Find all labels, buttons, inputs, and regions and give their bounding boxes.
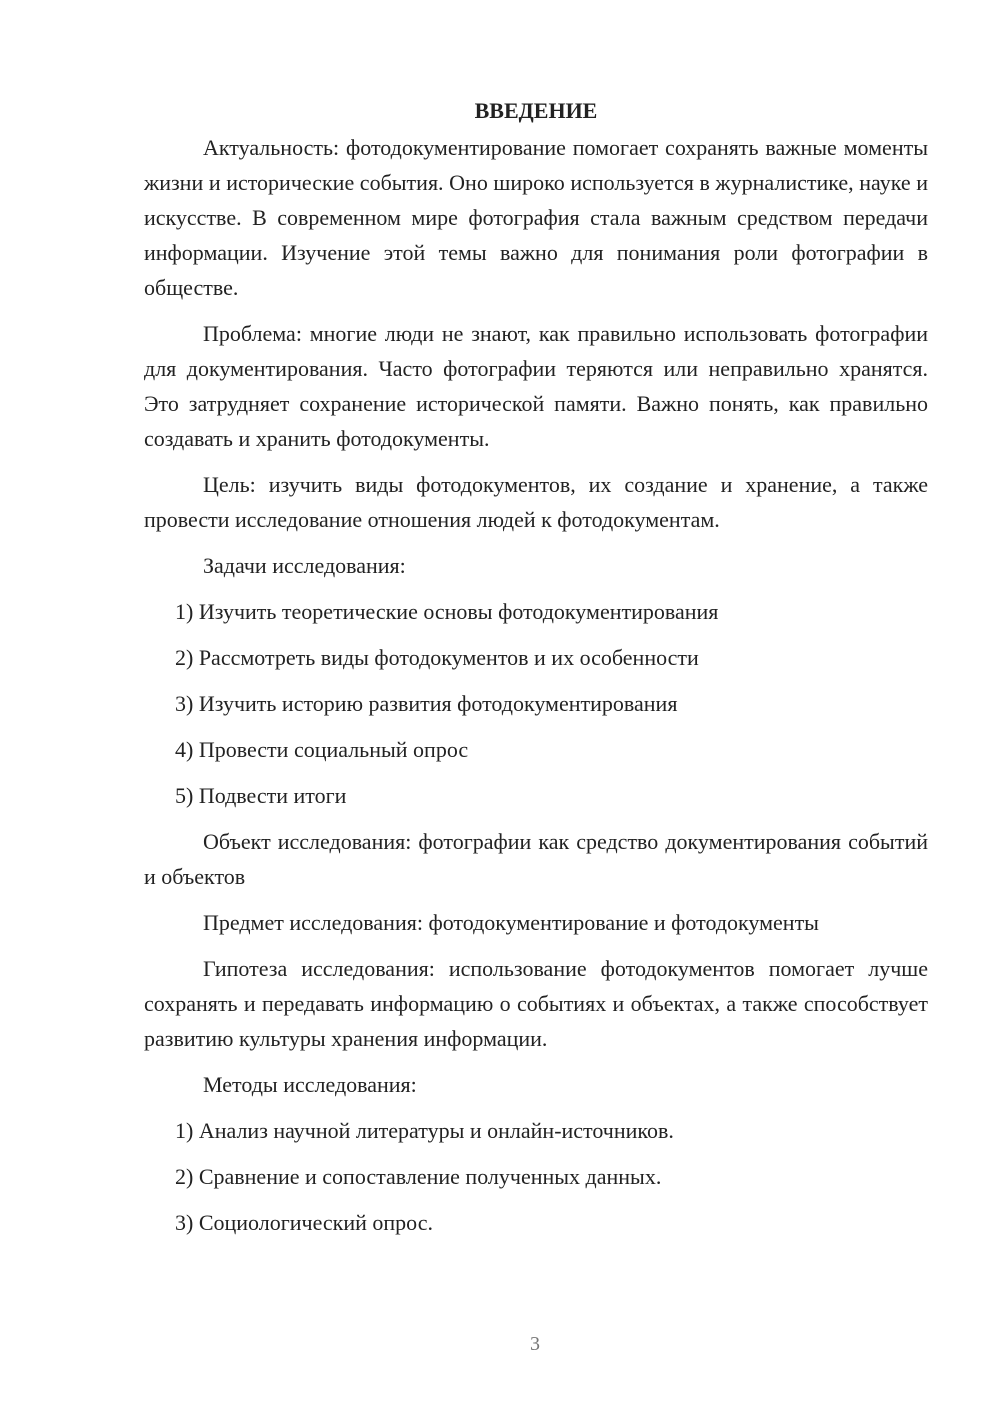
problem-paragraph: Проблема: многие люди не знают, как правильно использовать фотографии для документирования. Часто фотографии теряются или неправильно хранятся. Это затрудняет сохранение исторической памяти. Важно понять, как правильно создавать и хранить фотодокументы. bbox=[144, 321, 928, 451]
goal-paragraph: Цель: изучить виды фотодокументов, их создание и хранение, а также провести исследование отношения людей к фотодокументам. bbox=[144, 472, 928, 532]
list-item: 2) Рассмотреть виды фотодокументов и их особенности bbox=[175, 645, 699, 670]
list-item: 2) Сравнение и сопоставление полученных данных. bbox=[175, 1164, 662, 1189]
tasks-heading: Задачи исследования: bbox=[203, 553, 406, 578]
list-item: 3) Изучить историю развития фотодокументирования bbox=[175, 691, 678, 716]
subject-paragraph: Предмет исследования: фотодокументирование и фотодокументы bbox=[203, 910, 819, 935]
list-item: 4) Провести социальный опрос bbox=[175, 737, 469, 762]
methods-list bbox=[144, 1113, 928, 1240]
document-page bbox=[144, 96, 928, 1251]
list-item: 3) Социологический опрос. bbox=[175, 1210, 433, 1235]
hypothesis-paragraph: Гипотеза исследования: использование фотодокументов помогает лучше сохранять и передавать информацию о событиях и объектах, а также способствует развитию культуры хранения информации. bbox=[144, 956, 928, 1051]
list-item: 5) Подвести итоги bbox=[175, 783, 347, 808]
tasks-list bbox=[144, 594, 928, 813]
list-item: 1) Анализ научной литературы и онлайн-источников. bbox=[175, 1118, 674, 1143]
relevance-paragraph: Актуальность: фотодокументирование помогает сохранять важные моменты жизни и исторические события. Оно широко используется в журналистике, науке и искусстве. В современном мире фотография стала важным средством передачи информации. Изучение этой темы важно для понимания роли фотографии в обществе. bbox=[144, 135, 928, 300]
methods-heading: Методы исследования: bbox=[203, 1072, 417, 1097]
list-item: 1) Изучить теоретические основы фотодокументирования bbox=[175, 599, 719, 624]
object-paragraph: Объект исследования: фотографии как средство документирования событий и объектов bbox=[144, 829, 928, 889]
page-title: ВВЕДЕНИЕ bbox=[474, 98, 598, 123]
page-number: 3 bbox=[530, 1333, 540, 1355]
